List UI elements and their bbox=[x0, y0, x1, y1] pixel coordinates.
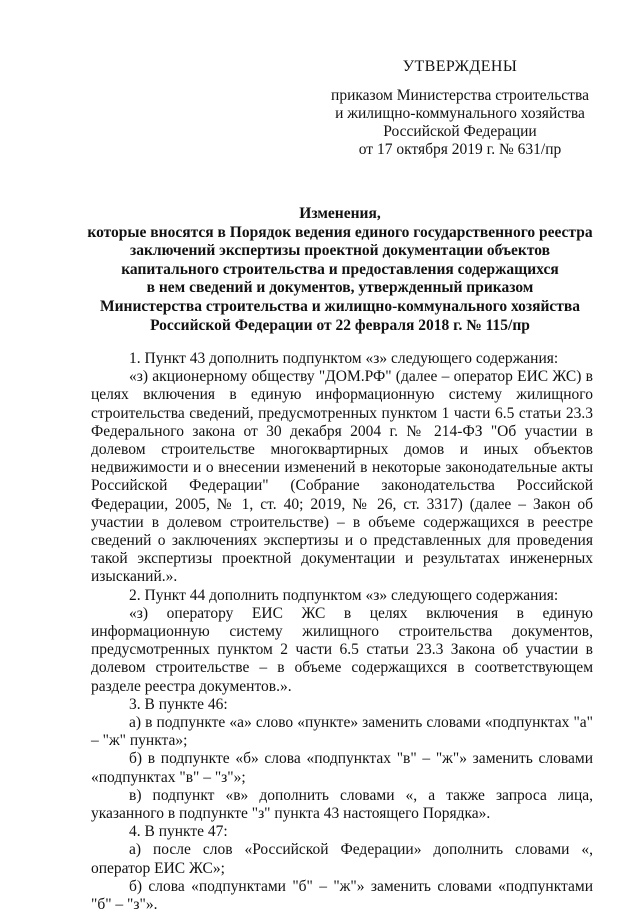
approval-line: от 17 октября 2019 г. № 631/пр bbox=[358, 141, 562, 158]
document-heading bbox=[80, 205, 600, 335]
heading-line: капитального строительства и предоставления содержащихся bbox=[121, 260, 559, 278]
approval-line: приказом Министерства строительства bbox=[331, 87, 589, 104]
paragraph-item-2: 2. Пункт 44 дополнить подпунктом «з» следующего содержания: bbox=[129, 586, 559, 604]
heading-line: Изменения, bbox=[299, 205, 381, 222]
heading-line: в нем сведений и документов, утвержденный приказом bbox=[146, 279, 534, 297]
approval-line: Российской Федерации bbox=[383, 123, 537, 140]
heading-line: Министерства строительства и жилищно-коммунального хозяйства bbox=[99, 297, 581, 315]
paragraph-subitem-4b: б) слова «подпунктами "б" – "ж"» заменить словами «подпунктами "б" – "з"». bbox=[91, 877, 593, 914]
paragraph-item-3: 3. В пункте 46: bbox=[129, 695, 228, 713]
paragraph-item-4: 4. В пункте 47: bbox=[129, 823, 228, 841]
document-body bbox=[91, 350, 593, 914]
paragraph-item-1: 1. Пункт 43 дополнить подпунктом «з» следующего содержания: bbox=[129, 350, 559, 367]
paragraph-subitem-4a: а) после слов «Российской Федерации» дополнить словами «, оператор ЕИС ЖС»; bbox=[91, 841, 593, 877]
heading-line: которые вносятся в Порядок ведения единого государственного реестра bbox=[87, 223, 593, 241]
paragraph-subitem-z-44: «з) оператору ЕИС ЖС в целях включения в единую информационную систему жилищного строительства документов, предусмотренных пунктом 2 части 6.5 статьи 23.3 Закона об участии в долевом строительстве – в объеме содержащихся в соответствующем разделе реестра документов.». bbox=[91, 604, 593, 695]
approval-block bbox=[320, 58, 600, 159]
paragraph-subitem-3a: а) в подпункте «а» слово «пункте» заменить словами «подпунктах "а" – "ж" пункта»; bbox=[91, 714, 593, 750]
approval-title: УТВЕРЖДЕНЫ bbox=[402, 58, 518, 75]
heading-line: Российской Федерации от 22 февраля 2018 г. № 115/пр bbox=[150, 316, 530, 334]
paragraph-subitem-3b: б) в подпункте «б» слова «подпунктах "в" – "ж"» заменить словами «подпунктах "в" – "з"»; bbox=[91, 750, 593, 786]
paragraph-subitem-z-43: «з) акционерному обществу "ДОМ.РФ" (далее – оператор ЕИС ЖС) в целях включения в единую информационную систему жилищного строительства сведений, предусмотренных пунктом 1 части 6.5 статьи 23.3 Федерального закона от 30 декабря 2004 г. № 214-ФЗ "Об участии в долевом строительстве многоквартирных домов и иных объектов недвижимости и о внесении изменений в некоторые законодательные акты Российской Федерации" (Собрание законодательства Российской Федерации, 2005, № 1, ст. 40; 2019, № 26, ст. 3317) (далее – Закон об участии в долевом строительстве) – в объеме содержащихся в реестре сведений о заключениях экспертизы и о представленных для проведения такой экспертизы проектной документации и результатах инженерных изысканий.». bbox=[91, 368, 593, 586]
approval-line: и жилищно-коммунального хозяйства bbox=[335, 105, 585, 122]
paragraph-subitem-3v: в) подпункт «в» дополнить словами «, а также запроса лица, указанного в подпункте "з" пункта 43 настоящего Порядка». bbox=[91, 786, 593, 823]
heading-line: заключений экспертизы проектной документации объектов bbox=[130, 242, 550, 260]
